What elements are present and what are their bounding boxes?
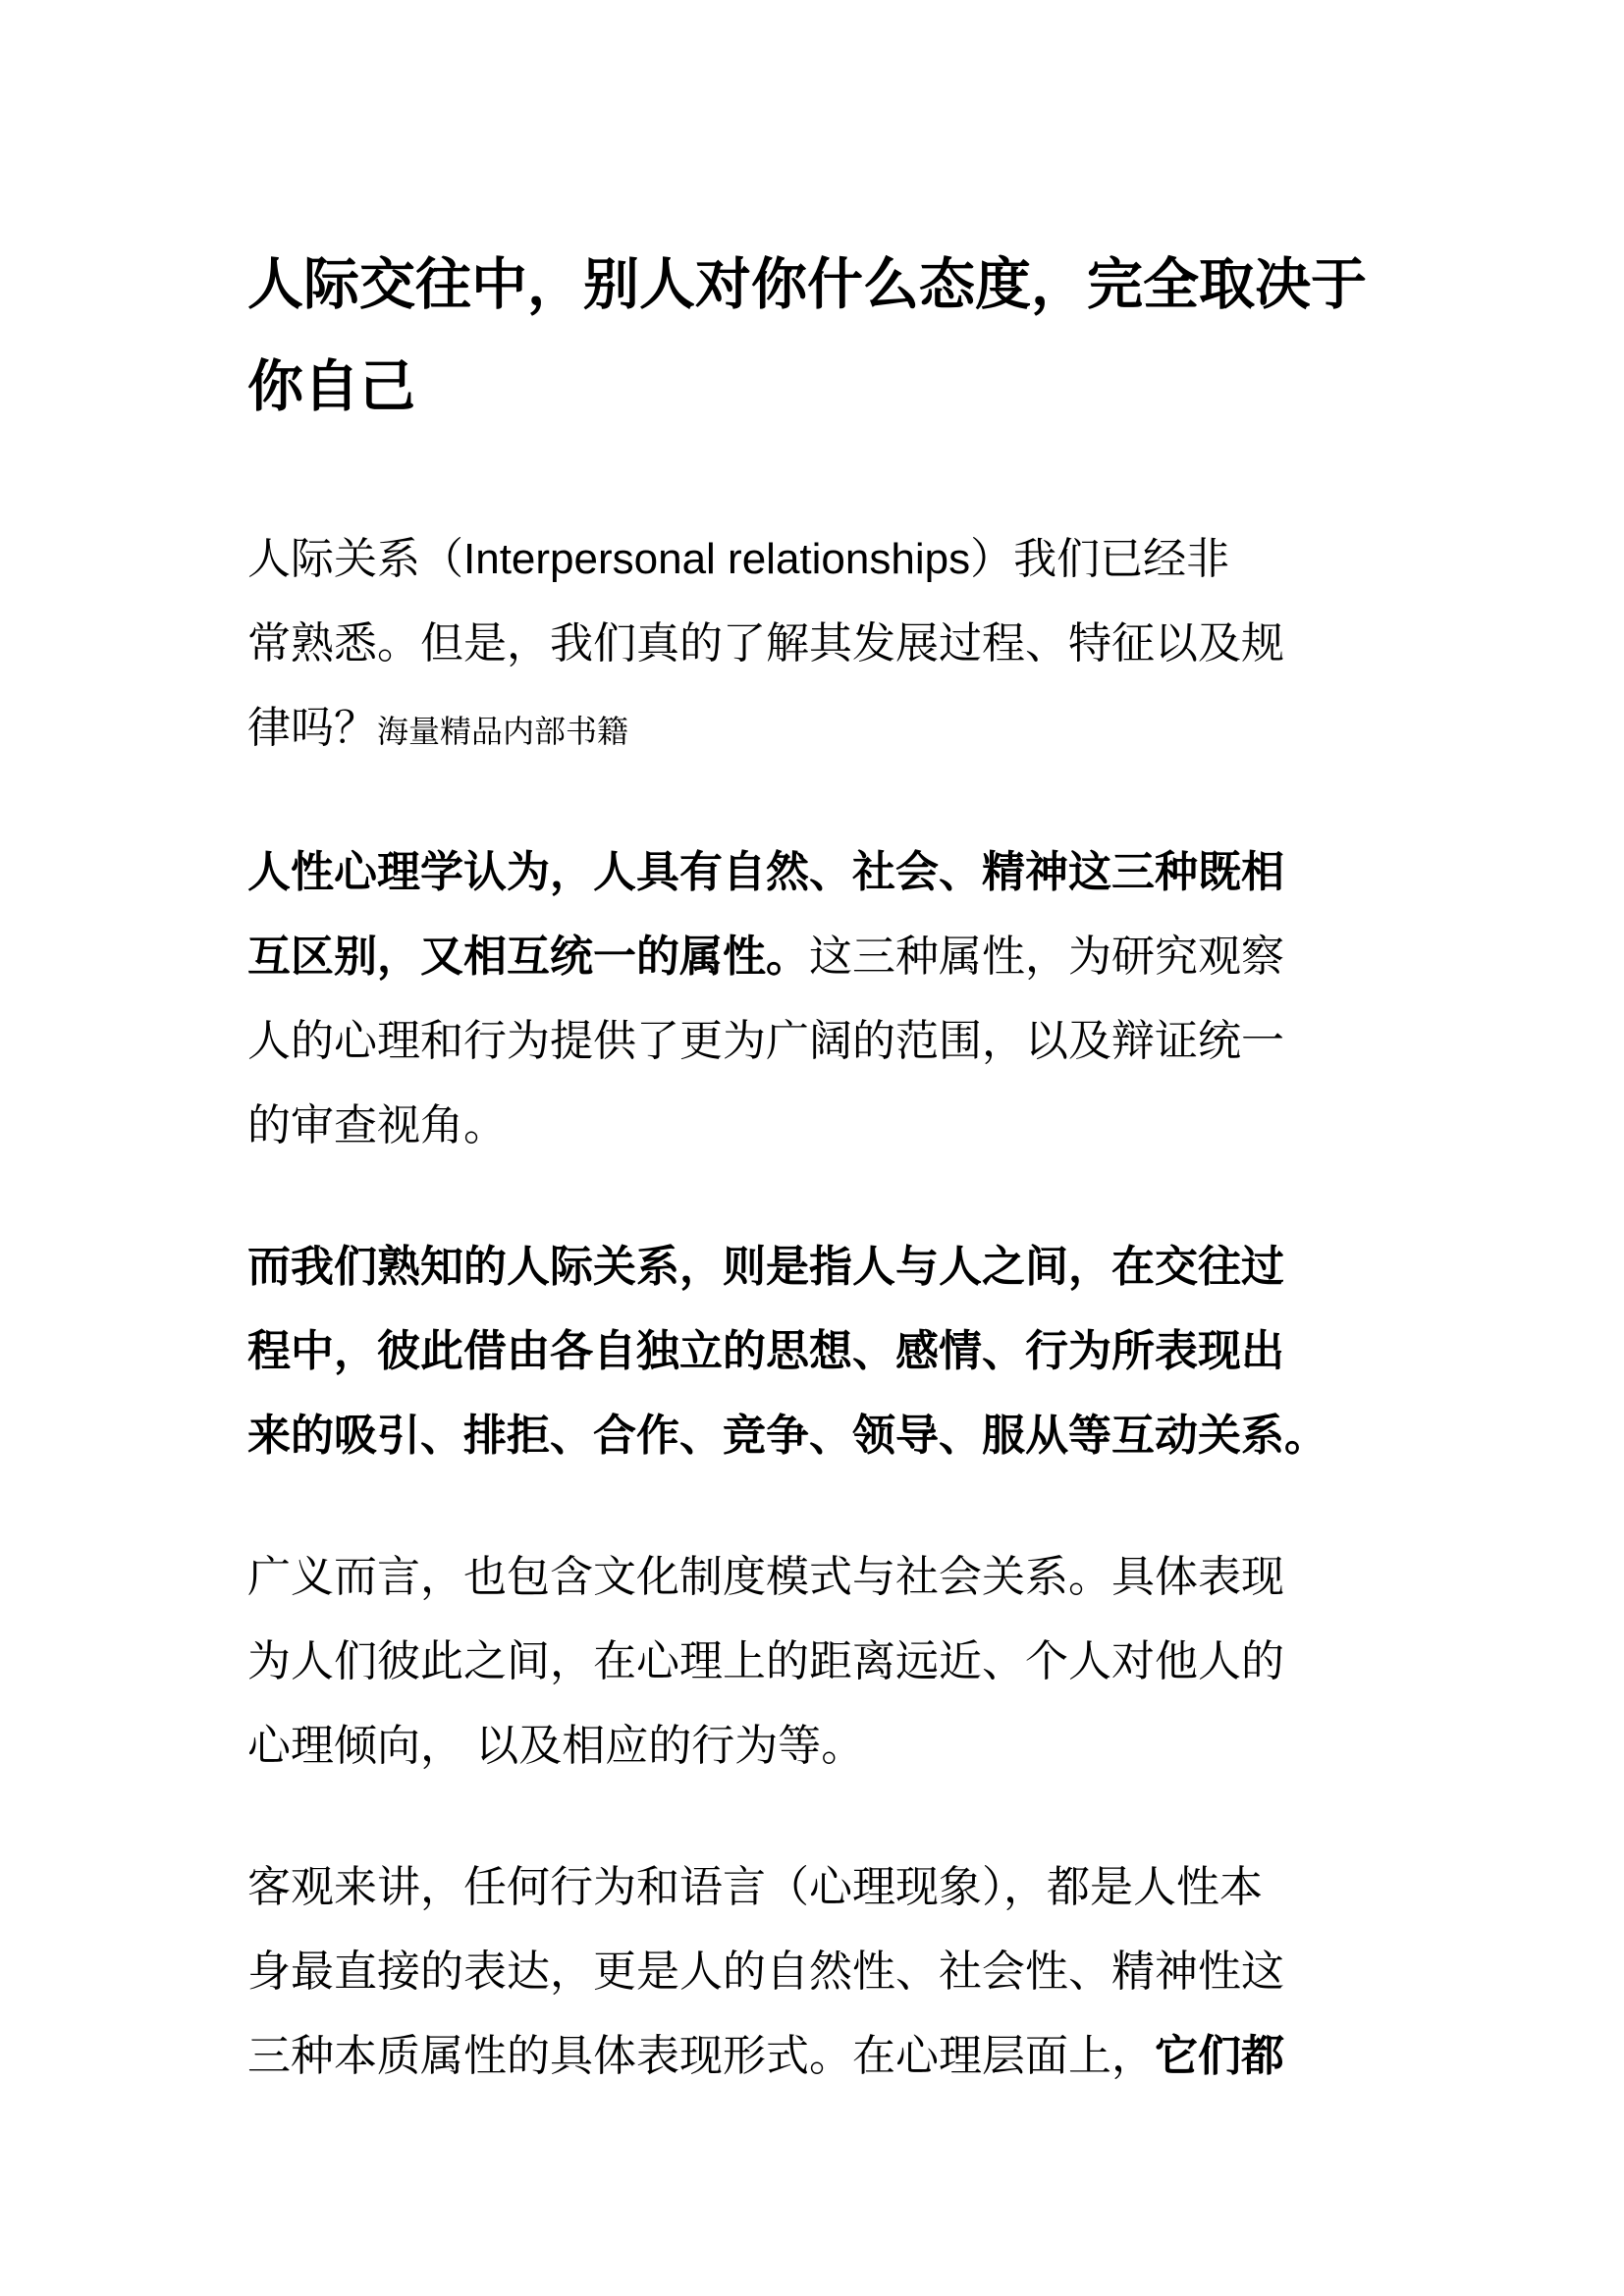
paragraph-line: [247, 1309, 1377, 1394]
bold-text: 互区别，又相互统一的属性。: [247, 933, 809, 981]
paragraph-line: [247, 1704, 1377, 1789]
bold-text: 而我们熟知的人际关系，则是指人与人之间，在交往过: [247, 1243, 1284, 1291]
paragraph-line: [247, 1084, 1377, 1168]
bold-text: 来的吸引、排拒、合作、竞争、领导、服从等互动关系。: [247, 1412, 1327, 1460]
paragraph-line: [247, 1620, 1377, 1704]
paragraph-line: [247, 686, 1377, 774]
title-line: 你自己: [247, 355, 415, 418]
body-text: 三种本质属性的具体表现形式。在心理层面上，: [247, 2032, 1155, 2080]
paragraph-line: [247, 1845, 1377, 1930]
body-text: 心理倾向， 以及相应的行为等。: [247, 1722, 865, 1770]
paragraph-line: [247, 915, 1377, 999]
paragraph: [247, 517, 1377, 774]
body-text: 的审查视角。: [247, 1101, 507, 1149]
bold-text: 人性心理学认为，人具有自然、社会、精神这三种既相: [247, 848, 1284, 896]
paragraph: [247, 1535, 1377, 1789]
paragraph-line: [247, 2014, 1377, 2099]
bold-text: 程中，彼此借由各自独立的思想、感情、行为所表现出: [247, 1327, 1284, 1375]
body-text: 人的心理和行为提供了更为广阔的范围，以及辩证统一: [247, 1017, 1284, 1065]
paragraph-line: [247, 1394, 1377, 1478]
paragraph-line: [247, 602, 1377, 686]
small-note-text: 海量精品内部书籍: [377, 714, 629, 749]
body-text: 为人们彼此之间，在心理上的距离远近、个人对他人的: [247, 1637, 1284, 1685]
bold-text: 它们都: [1155, 2032, 1284, 2080]
paragraph-line: [247, 1225, 1377, 1309]
article-title: [247, 234, 1377, 438]
body-text: 身最直接的表达，更是人的自然性、社会性、精神性这: [247, 1948, 1284, 1996]
title-line: 人际交往中，别人对你什么态度，完全取决于: [247, 253, 1367, 316]
article-body: [247, 517, 1377, 2099]
body-text: 客观来讲，任何行为和语言（心理现象），都是人性本: [247, 1863, 1263, 1911]
body-text: 这三种属性，为研究观察: [809, 933, 1284, 981]
paragraph-line: [247, 999, 1377, 1084]
paragraph-line: [247, 1535, 1377, 1620]
body-text: 常熟悉。但是，我们真的了解其发展过程、特征以及规: [247, 619, 1284, 667]
paragraph: [247, 1225, 1377, 1478]
article: [247, 234, 1377, 2156]
body-text: 广义而言，也包含文化制度模式与社会关系。具体表现: [247, 1553, 1284, 1601]
body-text: 人际关系（Interpersonal relationships）我们已经非: [247, 535, 1230, 583]
body-text: 律吗？: [247, 704, 377, 752]
paragraph-line: [247, 1930, 1377, 2014]
paragraph: [247, 830, 1377, 1168]
paragraph-line: [247, 517, 1377, 602]
paragraph: [247, 1845, 1377, 2099]
paragraph-line: [247, 830, 1377, 915]
